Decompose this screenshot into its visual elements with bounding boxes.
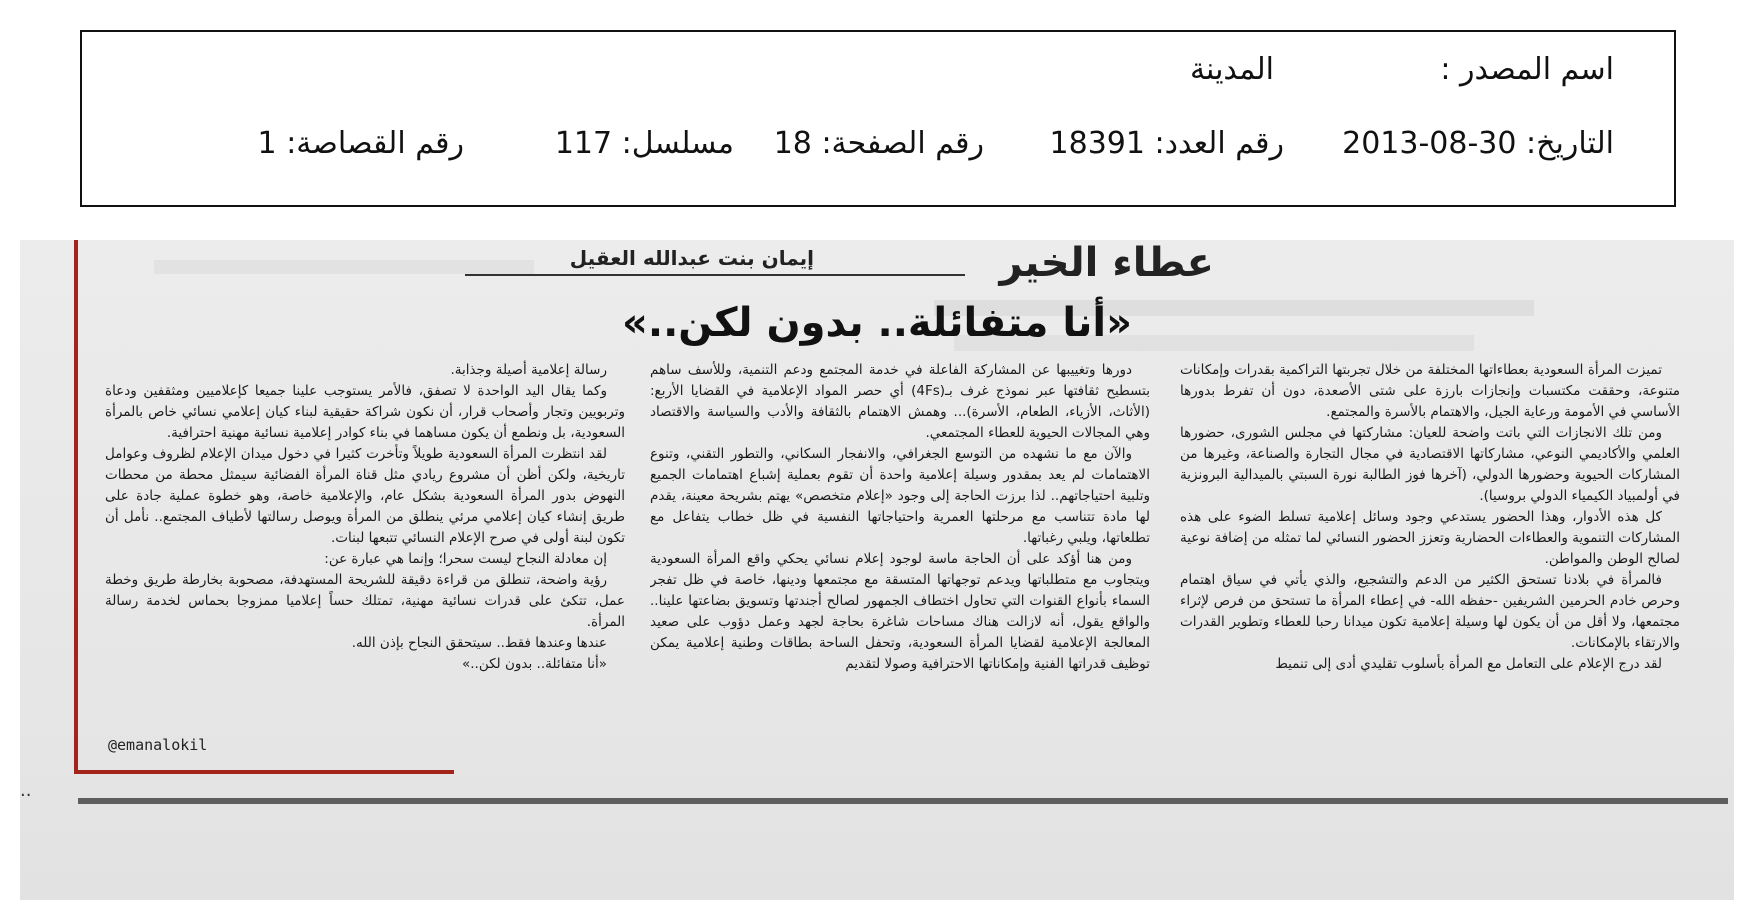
date-field xyxy=(1342,124,1614,164)
issue-field xyxy=(1050,124,1284,164)
article-paragraph: كل هذه الأدوار، وهذا الحضور يستدعي وجود وسائل إعلامية تسلط الضوء على هذه المشاركات التنموية والعطاءات الحضارية وتعزز الحضور النسائي لما تمثله من إضافة نوعية لصالح الوطن والمواطن. xyxy=(1180,509,1680,567)
article-paragraph: والآن مع ما نشهده من التوسع الجغرافي، والانفجار السكاني، والتطور التقني، وتنوع الاهتمامات لم يعد بمقدور وسيلة إعلامية واحدة أن تقوم بعملية إشباع اهتمامات الجميع وتلبية احتياجاتهم.. لذا برزت الحاجة إلى وجود «إعلام متخصص» يهتم بشريحة معينة، يقدم لها مادة تتناسب مع مرحلتها العمرية واحتياجاتها النفسية في ظل خطاب يتفاعل مع تطلعاتها، ويلبي رغباتها. xyxy=(650,446,1150,546)
column-title: عطاء الخير xyxy=(999,240,1214,286)
page-value: 18 xyxy=(773,126,812,161)
article-column-left xyxy=(105,360,625,740)
bleed-through-mark xyxy=(154,260,534,274)
page-field xyxy=(774,124,984,164)
article-paragraph: «أنا متفائلة.. بدون لكن..» xyxy=(461,656,607,672)
serial-field xyxy=(555,124,734,164)
date-label: التاريخ: xyxy=(1526,126,1614,161)
article-paragraph: تميزت المرأة السعودية بعطاءاتها المختلفة من خلال تجربتها التراكمية بقدرات وإمكانات متنوعة، وحققت مكتسبات وإنجازات بارزة على شتى الأصعدة، دون أن تفرط بدورها الأساسي في الأمومة ورعاية الجيل، والاهتمام بالأسرة والمجتمع. xyxy=(1180,362,1680,420)
clip-label: رقم القصاصة: xyxy=(286,126,464,161)
page-bottom-rule xyxy=(78,798,1728,804)
red-border-horizontal xyxy=(74,770,454,774)
article-column-middle xyxy=(650,360,1150,740)
date-value: 2013-08-30 xyxy=(1342,126,1517,161)
article-headline: «أنا متفائلة.. بدون لكن..» xyxy=(622,300,1132,346)
source-label: اسم المصدر : xyxy=(1440,52,1614,87)
author-name: إيمان بنت عبدالله العقيل xyxy=(569,246,814,270)
clip-field xyxy=(258,124,464,164)
article-paragraph: وكما يقال اليد الواحدة لا تصفق، فالأمر يستوجب علينا جميعا كإعلاميين ومثقفين ودعاة وتربويين وتجار وأصحاب قرار، أن نكون شراكة حقيقية لبناء كيان إعلامي نسائي خاص بالمرأة السعودية، بل ونطمع أن يكون مساهما في بناء كوادر إعلامية نسائية مهنية احترافية. xyxy=(105,383,625,441)
scan-dots: ·· xyxy=(20,785,32,806)
article-paragraph: ومن تلك الانجازات التي باتت واضحة للعيان: مشاركتها في مجلس الشورى، حضورها العلمي والأكاديمي النوعي، مشاركاتها الاقتصادية في مجال التجارة والصناعة، وغيرها من المشاركات الحيوية وحضورها الدولي، (آخرها فوز الطالبة نورة السبتي بالميدالية البرونزية في أولمبياد الكيمياء الدولي بروسيا). xyxy=(1180,425,1680,504)
issue-label: رقم العدد: xyxy=(1154,126,1284,161)
page-label: رقم الصفحة: xyxy=(821,126,984,161)
article-paragraph: رؤية واضحة، تنطلق من قراءة دقيقة للشريحة المستهدفة، مصحوبة بخارطة طريق وخطة عمل، تتكئ على قدرات نسائية مهنية، تمتلك حساً إعلاميا ممزوجا بحماس لخدمة رسالة المرأة. xyxy=(105,572,625,630)
article-paragraph: عندها وعندها فقط.. سيتحقق النجاح بإذن الله. xyxy=(351,635,607,651)
article-paragraph: لقد درج الإعلام على التعامل مع المرأة بأسلوب تقليدي أدى إلى تنميط xyxy=(1275,656,1662,672)
article-paragraph: ومن هنا أؤكد على أن الحاجة ماسة لوجود إعلام نسائي يحكي واقع المرأة السعودية ويتجاوب مع متطلباتها ويدعم توجهاتها المتسقة مع مجتمعها ودينها، خاصة في ظل تفجر السماء بأنواع القنوات التي تحاول اختطاف الجمهور لصالح أجندتها وتسويق بضاعتها علينا.. والواقع يقول، أنه لازالت هناك مساحات شاغرة بحاجة لجهد وعمل دؤوب على صعيد المعالجة الإعلامية لقضايا المرأة السعودية، وتحفل الساحة بطاقات وطنية إعلامية يمكن توظيف قدراتها الفنية وإمكاناتها الاحترافية وصولا لتقديم xyxy=(650,551,1150,672)
twitter-handle: @emanalokil xyxy=(108,736,208,754)
source-value: المدينة xyxy=(1189,52,1274,87)
article-paragraph: فالمرأة في بلادنا تستحق الكثير من الدعم والتشجيع، والذي يأتي في سياق اهتمام وحرص خادم الحرمين الشريفين -حفظه الله- في إعطاء المرأة ما تستحق من فرص لإثراء مجتمعها، ولا أقل من أن يكون لها وسيلة إعلامية تكون ميدانا رحبا للعطاء وتطوير القدرات والارتقاء بالإمكانات. xyxy=(1180,572,1680,651)
newspaper-clipping xyxy=(20,240,1734,900)
article-column-right xyxy=(1180,360,1680,740)
article-paragraph: دورها وتغييبها عن المشاركة الفاعلة في خدمة المجتمع ودعم التنمية، وللأسف ساهم بتسطيح ثقافتها عبر نموذج غرف بـ(4Fs) أي حصر المواد الإعلامية في القضايا الأربع: (الأثاث، الأزياء، الطعام، الأسرة)... وهمش الاهتمام بالثقافة والأدب والسياسة والاقتصاد وهي المجالات الحيوية للعطاء المجتمعي. xyxy=(650,362,1150,441)
article-paragraph: إن معادلة النجاح ليست سحرا؛ وإنما هي عبارة عن: xyxy=(324,551,607,567)
article-paragraph: لقد انتظرت المرأة السعودية طويلاً وتأخرت كثيرا في دخول ميدان الإعلام لظروف وعوامل تاريخية، ولكن أظن أن مشروع ريادي مثل قناة المرأة الفضائية سيمثل محطة من محطات النهوض بدور المرأة السعودية بشكل عام، والإعلامية خاصة، وهو خطوة عملية جادة على طريق إنشاء كيان إعلامي مرئي ينطلق من المرأة ويوصل رسالتها لأطياف المجتمع.. نأمل أن تكون لبنة أولى في صرح الإعلام النسائي تتبعها لبنات. xyxy=(105,446,625,546)
article-paragraph: رسالة إعلامية أصيلة وجذابة. xyxy=(450,362,607,378)
metadata-box xyxy=(80,30,1676,207)
serial-value: 117 xyxy=(554,126,613,161)
issue-value: 18391 xyxy=(1049,126,1145,161)
clip-value: 1 xyxy=(257,126,277,161)
author-underline xyxy=(465,274,965,276)
serial-label: مسلسل: xyxy=(621,126,734,161)
